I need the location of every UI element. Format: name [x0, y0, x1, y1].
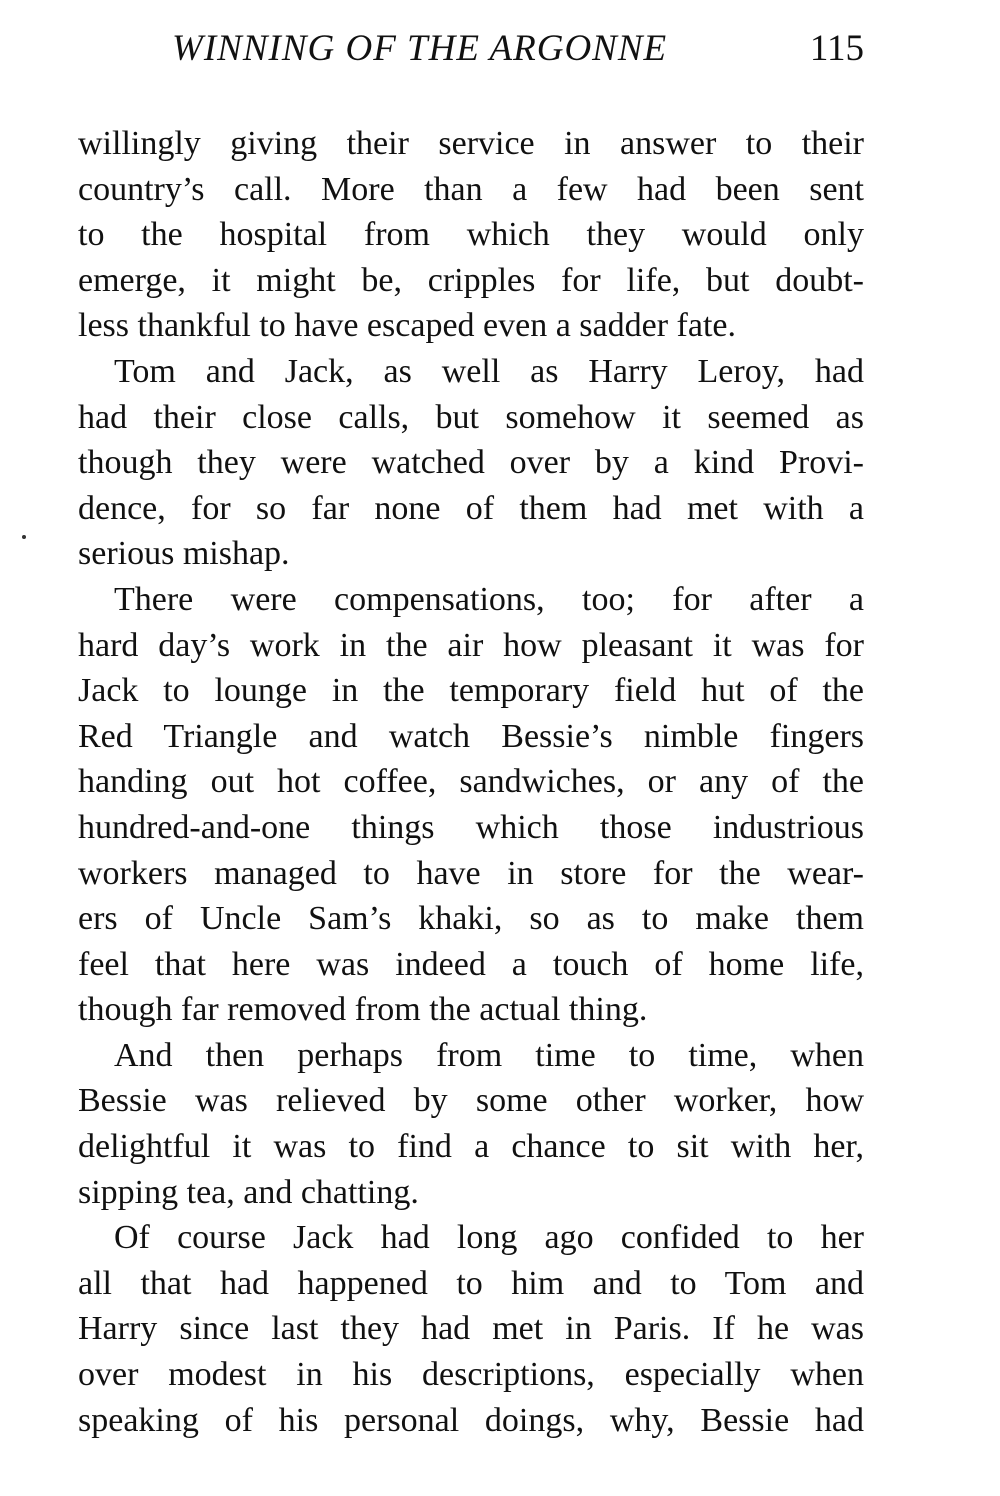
text-line: feel that here was indeed a touch of home life, — [78, 945, 864, 983]
text-line: Of course Jack had long ago confided to her — [114, 1219, 864, 1257]
text-line: Bessie was relieved by some other worker, how — [78, 1082, 864, 1120]
paragraph-4 — [78, 1033, 864, 1215]
text-line: all that had happened to him and to Tom and — [78, 1264, 864, 1302]
paragraph-2 — [78, 349, 864, 577]
text-line: hundred-and-one things which those industrious — [78, 808, 864, 846]
text-line: country’s call. More than a few had been sent — [78, 170, 864, 208]
text-line: to the hospital from which they would only — [78, 216, 864, 254]
text-line: There were compensations, too; for after a — [114, 580, 864, 618]
text-line: had their close calls, but somehow it seemed as — [78, 398, 864, 436]
running-header — [78, 24, 864, 84]
text-line: delightful it was to find a chance to sit with her, — [78, 1128, 864, 1166]
text-line: workers managed to have in store for the wear- — [78, 854, 864, 892]
text-line: And then perhaps from time to time, when — [114, 1036, 864, 1074]
text-line: ers of Uncle Sam’s khaki, so as to make them — [78, 900, 864, 938]
text-line: though far removed from the actual thing. — [78, 991, 648, 1029]
text-line: dence, for so far none of them had met with a — [78, 489, 864, 527]
text-line: willingly giving their service in answer to their — [78, 125, 864, 162]
paragraph-5 — [78, 1215, 864, 1443]
page-number: 115 — [809, 28, 864, 69]
text-line: less thankful to have escaped even a sadder fate. — [78, 307, 736, 345]
text-line: sipping tea, and chatting. — [78, 1173, 419, 1211]
text-line: Red Triangle and watch Bessie’s nimble fingers — [78, 717, 864, 755]
body-text — [78, 121, 864, 1443]
text-line: hard day’s work in the air how pleasant it was for — [78, 626, 864, 664]
text-line: serious mishap. — [78, 535, 290, 573]
running-title: WINNING OF THE ARGONNE — [172, 28, 668, 69]
text-line: Jack to lounge in the temporary field hut of the — [78, 672, 864, 710]
paragraph-3 — [78, 577, 864, 1033]
text-line: over modest in his descriptions, especially when — [78, 1356, 864, 1394]
text-line: Tom and Jack, as well as Harry Leroy, had — [114, 352, 864, 390]
text-line: handing out hot coffee, sandwiches, or any of the — [78, 763, 864, 801]
margin-speck — [22, 535, 26, 539]
text-line: Harry since last they had met in Paris. If he was — [78, 1310, 864, 1348]
paragraph-1 — [78, 121, 864, 349]
text-line: speaking of his personal doings, why, Bessie had — [78, 1401, 864, 1439]
text-line: emerge, it might be, cripples for life, but doubt- — [78, 261, 864, 299]
text-line: though they were watched over by a kind Provi- — [78, 444, 864, 482]
